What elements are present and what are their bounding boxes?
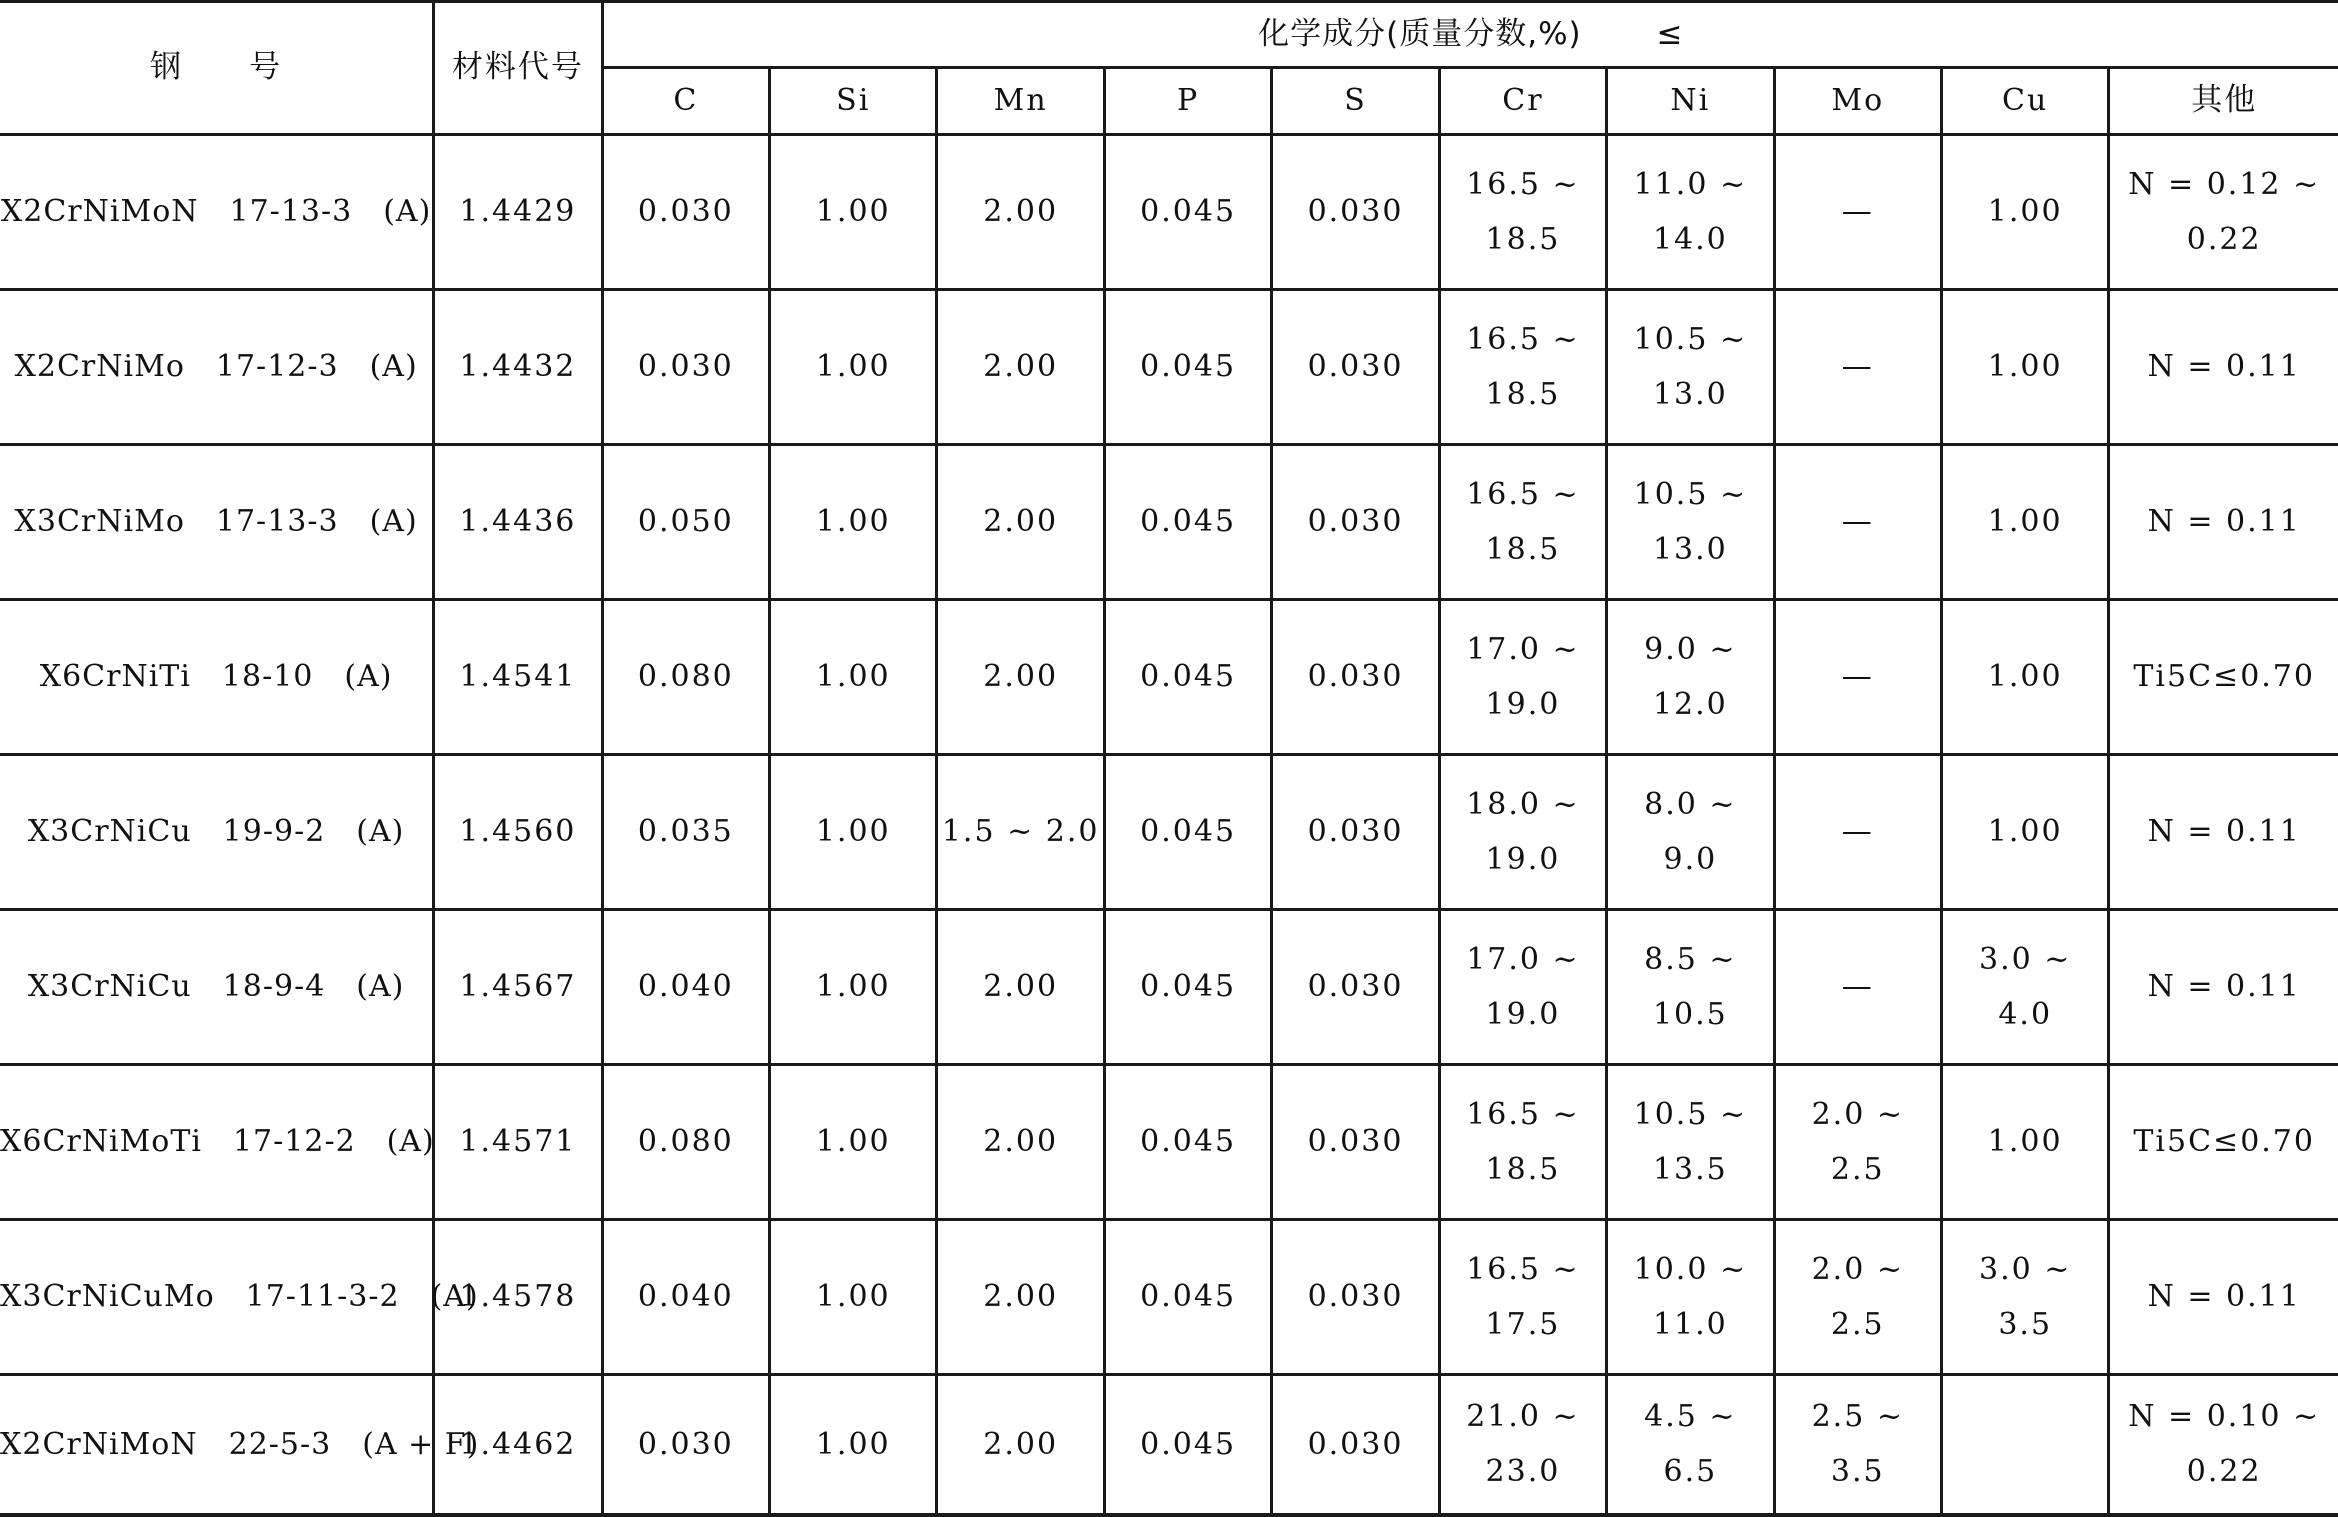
nickel-cell-line: 13.0 xyxy=(1652,377,1728,412)
copper-cell xyxy=(1941,1375,2108,1515)
chromium-cell xyxy=(1439,1375,1606,1515)
copper-cell-line: 3.0 ~ xyxy=(1979,1251,2072,1287)
chromium-cell-line: 23.0 xyxy=(1485,1454,1561,1490)
molybdenum-cell-line: 3.5 xyxy=(1830,1454,1885,1490)
molybdenum-cell xyxy=(1774,445,1941,600)
material-code-cell: 1.4436 xyxy=(434,445,602,600)
sulfur-cell: 0.030 xyxy=(1272,290,1439,445)
table-row xyxy=(0,755,2338,910)
molybdenum-cell xyxy=(1774,755,1941,910)
sulfur-cell: 0.030 xyxy=(1272,910,1439,1065)
silicon-cell: 1.00 xyxy=(770,1220,937,1375)
nickel-cell xyxy=(1607,1220,1774,1375)
chromium-cell-line: 18.5 xyxy=(1485,1152,1561,1187)
sulfur-cell: 0.030 xyxy=(1272,600,1439,755)
molybdenum-cell-line: 2.0 ~ xyxy=(1811,1096,1904,1132)
phosphorus-cell: 0.045 xyxy=(1104,755,1271,910)
manganese-cell: 2.00 xyxy=(937,600,1104,755)
copper-cell xyxy=(1941,1065,2108,1220)
chromium-cell-line: 18.0 ~ xyxy=(1466,786,1580,822)
silicon-cell: 1.00 xyxy=(770,445,937,600)
chromium-cell-line: 17.0 ~ xyxy=(1466,631,1580,667)
sulfur-cell: 0.030 xyxy=(1272,445,1439,600)
nickel-cell-line: 11.0 xyxy=(1652,1307,1728,1342)
sulfur-cell: 0.030 xyxy=(1272,755,1439,910)
header-material-code: 材料代号 xyxy=(434,2,602,135)
nickel-cell-line: 9.0 xyxy=(1663,842,1718,877)
chromium-cell-line: 16.5 ~ xyxy=(1466,321,1580,357)
nickel-cell xyxy=(1607,290,1774,445)
chromium-cell-line: 16.5 ~ xyxy=(1466,166,1580,202)
steel-grade-cell: X3CrNiCu 18-9-4 (A) xyxy=(0,910,434,1065)
steel-grade-cell: X3CrNiMo 17-13-3 (A) xyxy=(0,445,434,600)
material-code-cell: 1.4578 xyxy=(434,1220,602,1375)
nickel-cell-line: 10.5 ~ xyxy=(1633,476,1748,512)
phosphorus-cell: 0.045 xyxy=(1104,1375,1271,1515)
nickel-cell-line: 10.0 ~ xyxy=(1633,1251,1748,1287)
carbon-cell: 0.050 xyxy=(602,445,769,600)
copper-cell xyxy=(1941,135,2108,290)
copper-cell-line: 1.00 xyxy=(1987,504,2063,540)
table-row xyxy=(0,910,2338,1065)
molybdenum-cell-line: — xyxy=(1841,969,1874,1005)
chromium-cell xyxy=(1439,910,1606,1065)
steel-grade-cell: X6CrNiMoTi 17-12-2 (A) xyxy=(0,1065,434,1220)
header-element-cr: Cr xyxy=(1439,68,1606,135)
header-element-p: P xyxy=(1104,68,1271,135)
manganese-cell: 2.00 xyxy=(937,1220,1104,1375)
chromium-cell xyxy=(1439,1065,1606,1220)
nickel-cell xyxy=(1607,1065,1774,1220)
header-chemical-composition: 化学成分(质量分数,%) ≤ xyxy=(602,2,2338,68)
molybdenum-cell-line: 2.5 xyxy=(1830,1307,1885,1342)
nickel-cell xyxy=(1607,1375,1774,1515)
nickel-cell xyxy=(1607,445,1774,600)
header-element-other: 其他 xyxy=(2109,68,2338,135)
sulfur-cell: 0.030 xyxy=(1272,1065,1439,1220)
carbon-cell: 0.030 xyxy=(602,135,769,290)
other-elements-cell: Ti5C≤0.70 xyxy=(2109,600,2338,755)
header-element-ni: Ni xyxy=(1607,68,1774,135)
sulfur-cell: 0.030 xyxy=(1272,1220,1439,1375)
carbon-cell: 0.035 xyxy=(602,755,769,910)
molybdenum-cell xyxy=(1774,1220,1941,1375)
header-steel-grade: 钢 号 xyxy=(0,2,434,135)
phosphorus-cell: 0.045 xyxy=(1104,135,1271,290)
chromium-cell xyxy=(1439,1220,1606,1375)
nickel-cell-line: 4.5 ~ xyxy=(1644,1398,1737,1434)
copper-cell-line: 4.0 xyxy=(1998,997,2053,1032)
molybdenum-cell xyxy=(1774,135,1941,290)
molybdenum-cell-line: — xyxy=(1841,504,1874,540)
chromium-cell-line: 19.0 xyxy=(1485,687,1561,722)
molybdenum-cell xyxy=(1774,290,1941,445)
carbon-cell: 0.040 xyxy=(602,910,769,1065)
chromium-cell-line: 19.0 xyxy=(1485,842,1561,877)
molybdenum-cell xyxy=(1774,1375,1941,1515)
silicon-cell: 1.00 xyxy=(770,290,937,445)
header-element-s: S xyxy=(1272,68,1439,135)
nickel-cell-line: 12.0 xyxy=(1652,687,1728,722)
phosphorus-cell: 0.045 xyxy=(1104,290,1271,445)
manganese-cell: 2.00 xyxy=(937,445,1104,600)
molybdenum-cell-line: — xyxy=(1841,814,1874,850)
chromium-cell-line: 18.5 xyxy=(1485,377,1561,412)
table-row xyxy=(0,135,2338,290)
copper-cell-line: 3.5 xyxy=(1998,1307,2053,1342)
other-elements-cell: N = 0.11 xyxy=(2109,755,2338,910)
header-element-c: C xyxy=(602,68,769,135)
material-code-cell: 1.4432 xyxy=(434,290,602,445)
copper-cell-line: 1.00 xyxy=(1987,194,2063,230)
copper-cell xyxy=(1941,910,2108,1065)
manganese-cell: 2.00 xyxy=(937,1375,1104,1515)
table-row xyxy=(0,1065,2338,1220)
copper-cell-line: 3.0 ~ xyxy=(1979,941,2072,977)
carbon-cell: 0.080 xyxy=(602,600,769,755)
chromium-cell xyxy=(1439,755,1606,910)
other-elements-cell: N = 0.11 xyxy=(2109,290,2338,445)
copper-cell-line: 1.00 xyxy=(1987,349,2063,385)
material-code-cell: 1.4560 xyxy=(434,755,602,910)
chromium-cell xyxy=(1439,445,1606,600)
molybdenum-cell-line: — xyxy=(1841,659,1874,695)
nickel-cell xyxy=(1607,135,1774,290)
molybdenum-cell-line: 2.5 ~ xyxy=(1811,1398,1904,1434)
steel-grade-cell: X3CrNiCuMo 17-11-3-2 (A) xyxy=(0,1220,434,1375)
carbon-cell: 0.030 xyxy=(602,1375,769,1515)
carbon-cell: 0.080 xyxy=(602,1065,769,1220)
nickel-cell xyxy=(1607,910,1774,1065)
silicon-cell: 1.00 xyxy=(770,600,937,755)
other-elements-cell: N = 0.11 xyxy=(2109,1220,2338,1375)
nickel-cell-line: 10.5 xyxy=(1652,997,1728,1032)
copper-cell xyxy=(1941,290,2108,445)
chromium-cell-line: 17.0 ~ xyxy=(1466,941,1580,977)
header-element-mn: Mn xyxy=(937,68,1104,135)
molybdenum-cell-line: — xyxy=(1841,349,1874,385)
material-code-cell: 1.4462 xyxy=(434,1375,602,1515)
copper-cell-line: 1.00 xyxy=(1987,814,2063,850)
manganese-cell: 2.00 xyxy=(937,290,1104,445)
material-code-cell: 1.4429 xyxy=(434,135,602,290)
nickel-cell-line: 13.0 xyxy=(1652,532,1728,567)
molybdenum-cell-line: — xyxy=(1841,194,1874,230)
phosphorus-cell: 0.045 xyxy=(1104,1065,1271,1220)
other-elements-cell: N = 0.10 ~ 0.22 xyxy=(2109,1375,2338,1515)
nickel-cell-line: 13.5 xyxy=(1652,1152,1728,1187)
silicon-cell: 1.00 xyxy=(770,135,937,290)
nickel-cell-line: 10.5 ~ xyxy=(1633,1096,1748,1132)
steel-grade-cell: X2CrNiMo 17-12-3 (A) xyxy=(0,290,434,445)
nickel-cell-line: 6.5 xyxy=(1663,1454,1718,1490)
table-body xyxy=(0,135,2338,1515)
molybdenum-cell xyxy=(1774,910,1941,1065)
chromium-cell xyxy=(1439,600,1606,755)
phosphorus-cell: 0.045 xyxy=(1104,1220,1271,1375)
chromium-cell-line: 21.0 ~ xyxy=(1466,1398,1580,1434)
copper-cell xyxy=(1941,755,2108,910)
chromium-cell-line: 17.5 xyxy=(1485,1307,1561,1342)
nickel-cell-line: 9.0 ~ xyxy=(1644,631,1737,667)
copper-cell xyxy=(1941,600,2108,755)
other-elements-cell: Ti5C≤0.70 xyxy=(2109,1065,2338,1220)
phosphorus-cell: 0.045 xyxy=(1104,910,1271,1065)
header-element-si: Si xyxy=(770,68,937,135)
copper-cell xyxy=(1941,1220,2108,1375)
phosphorus-cell: 0.045 xyxy=(1104,445,1271,600)
sulfur-cell: 0.030 xyxy=(1272,1375,1439,1515)
nickel-cell xyxy=(1607,600,1774,755)
molybdenum-cell-line: 2.5 xyxy=(1830,1152,1885,1187)
carbon-cell: 0.040 xyxy=(602,1220,769,1375)
silicon-cell: 1.00 xyxy=(770,755,937,910)
sulfur-cell: 0.030 xyxy=(1272,135,1439,290)
material-code-cell: 1.4571 xyxy=(434,1065,602,1220)
chromium-cell-line: 19.0 xyxy=(1485,997,1561,1032)
nickel-cell-line: 11.0 ~ xyxy=(1633,166,1748,202)
steel-grade-cell: X6CrNiTi 18-10 (A) xyxy=(0,600,434,755)
steel-grade-cell: X3CrNiCu 19-9-2 (A) xyxy=(0,755,434,910)
chromium-cell xyxy=(1439,135,1606,290)
carbon-cell: 0.030 xyxy=(602,290,769,445)
molybdenum-cell xyxy=(1774,1065,1941,1220)
chromium-cell-line: 16.5 ~ xyxy=(1466,1251,1580,1287)
phosphorus-cell: 0.045 xyxy=(1104,600,1271,755)
material-code-cell: 1.4567 xyxy=(434,910,602,1065)
header-element-mo: Mo xyxy=(1774,68,1941,135)
manganese-cell: 2.00 xyxy=(937,135,1104,290)
silicon-cell: 1.00 xyxy=(770,1375,937,1515)
nickel-cell-line: 8.0 ~ xyxy=(1644,786,1737,822)
molybdenum-cell-line: 2.0 ~ xyxy=(1811,1251,1904,1287)
chromium-cell-line: 18.5 xyxy=(1485,532,1561,567)
chromium-cell-line: 18.5 xyxy=(1485,222,1561,257)
manganese-cell: 2.00 xyxy=(937,910,1104,1065)
chromium-cell-line: 16.5 ~ xyxy=(1466,1096,1580,1132)
molybdenum-cell xyxy=(1774,600,1941,755)
manganese-cell: 2.00 xyxy=(937,1065,1104,1220)
table-row xyxy=(0,445,2338,600)
material-code-cell: 1.4541 xyxy=(434,600,602,755)
other-elements-cell: N = 0.11 xyxy=(2109,910,2338,1065)
nickel-cell-line: 14.0 xyxy=(1652,222,1728,257)
copper-cell-line: 1.00 xyxy=(1987,1124,2063,1160)
header-element-cu: Cu xyxy=(1941,68,2108,135)
nickel-cell-line: 8.5 ~ xyxy=(1644,941,1737,977)
nickel-cell xyxy=(1607,755,1774,910)
copper-cell-line: 1.00 xyxy=(1987,659,2063,695)
other-elements-cell: N = 0.11 xyxy=(2109,445,2338,600)
steel-grade-cell: X2CrNiMoN 17-13-3 (A) xyxy=(0,135,434,290)
steel-grade-cell: X2CrNiMoN 22-5-3 (A + F) xyxy=(0,1375,434,1515)
table-row xyxy=(0,600,2338,755)
silicon-cell: 1.00 xyxy=(770,910,937,1065)
nickel-cell-line: 10.5 ~ xyxy=(1633,321,1748,357)
manganese-cell: 1.5 ~ 2.0 xyxy=(937,755,1104,910)
copper-cell xyxy=(1941,445,2108,600)
other-elements-cell: N = 0.12 ~ 0.22 xyxy=(2109,135,2338,290)
chromium-cell xyxy=(1439,290,1606,445)
table-row xyxy=(0,1220,2338,1375)
silicon-cell: 1.00 xyxy=(770,1065,937,1220)
table-row xyxy=(0,290,2338,445)
table-row xyxy=(0,1375,2338,1515)
chromium-cell-line: 16.5 ~ xyxy=(1466,476,1580,512)
